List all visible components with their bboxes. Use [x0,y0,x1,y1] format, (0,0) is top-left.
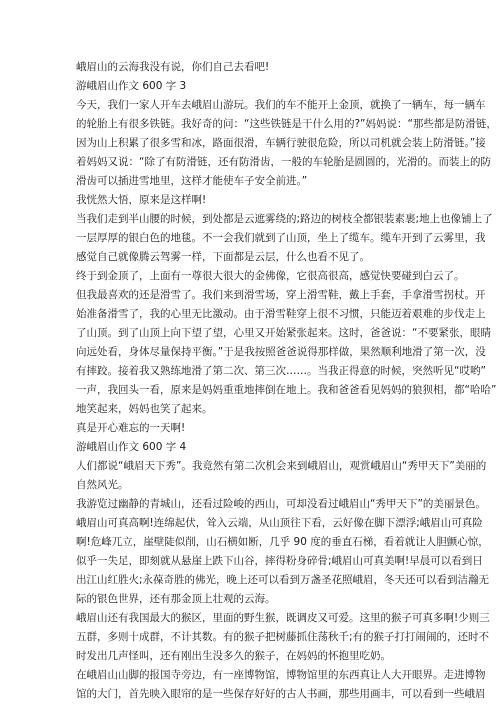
text-line: 真是开心难忘的一天啊! [76,422,186,434]
text-line: 一声，我回头一看，原来是妈妈重重地摔倒在地上。我和爸爸看见妈妈的狼狈相，都“哈哈” [76,384,497,396]
text-line: 在峨眉山山脚的报国寺旁边，有一座博物馆，博物馆里的东西真让人大开眼界。走进博物 [76,669,486,681]
text-line: 着妈妈又说：“除了有防滑链，还有防滑齿，一般的车轮胎是圆圆的，光滑的。而装上的防 [76,156,491,168]
text-line: 向远处看，身体尽量保持平衡。”于是我按照爸爸说得那样做，果然顺利地滑了第一次，没 [76,346,486,358]
text-line: 感觉自己就像腾云驾雾一样，下面都是云层，什么也看不见了。 [76,251,370,263]
text-line: 馆的大门，首先映入眼帘的是一些保存好好的古人书画，那些用画丰，可以看到一些峨眉 [76,688,486,700]
text-line: 人们都说“峨眉天下秀”。我竟然有第二次机会来到峨眉山，观赏峨眉山“秀甲天下”美丽的 [76,460,487,472]
text-line: 始准备滑雪了，我的心里无比激动。由于滑雪鞋穿上很不习惯，只能迈着艰难的步伐走上 [76,308,486,320]
text-line: 的轮胎上有很多铁链。我好奇的问：“这些铁链是干什么用的?”妈妈说：“那些都是防滑链， [76,118,497,130]
text-line: 似乎一失足，即刻就从悬崖上跌下山谷，摔得粉身碎骨;峨眉山可真美啊!早晨可以看到日 [76,555,483,567]
text-line: 但我最喜欢的还是滑雪了。我们来到滑雪场，穿上滑雪鞋，戴上手套，手拿滑雪拐杖。开 [76,289,486,301]
text-line: 五群，多则十成群，不计其数。有的猴子把树藤抓住荡秋千;有的猴子打打闹闹的，还时不 [76,631,490,643]
text-line: 因为山上积累了很多雪和冰，路面很滑，车辆行驶很危险，所以司机就会装上防滑链。”接 [76,137,486,149]
text-line: 终于到金顶了，上面有一尊很大很大的金佛像，它很高很高，感觉快要碰到白云了。 [76,270,465,282]
text-line: 时发出几声怪叫，还有刚出生没多久的猴子，在妈妈的怀抱里吃奶。 [76,650,391,662]
text-line: 啊!危峰兀立，崖壁陡似削，山石横如断，几乎 90 度的垂直石梯，看着就让人胆颤心惊， [76,536,489,548]
text-line: 了山顶。到了山顶上向下望了望，心里又开始紧张起来。这时，爸爸说：“不要紧张，眼睛 [76,327,491,339]
text-line: 滑齿可以插进雪地里，这样才能使车子安全前进。” [76,175,308,187]
text-line: 一层厚厚的银白色的地毯。不一会我们就到了山顶，坐上了缆车。缆车开到了云雾里，我 [76,232,486,244]
text-line: 地笑起来，妈妈也笑了起来。 [76,403,213,415]
text-line: 际的银色世界，还有那金顶上壮观的云海。 [76,593,276,605]
text-line: 出江山红胜火;永葆奇胜的佛光，晚上还可以看到万盏圣花照峨眉，冬天还可以看到洁瀚无 [76,574,490,586]
text-line: 当我们走到半山腰的时候，到处都是云遮雾绕的;路边的树枝全都银装素裹;地上也像铺上了 [76,213,493,225]
text-line: 自然风光。 [76,479,129,491]
text-line: 峨眉山还有我国最大的猴区，里面的野生猴，既调皮又可爱。这里的猴子可真多啊!少则三 [76,612,490,624]
text-line: 我游览过幽静的青城山，还看过险峻的西山，可却没看过峨眉山“秀甲天下”的美丽景色。 [76,498,486,510]
section-heading: 游峨眉山作文 600 字 4 [76,441,187,453]
text-line: 今天，我们一家人开车去峨眉山游玩。我们的车不能开上金顶，就换了一辆车，每一辆车 [76,99,486,111]
text-line: 峨眉山可真高啊!连绵起伏，耸入云端，从山顶往下看，云好像在脚下漂浮;峨眉山可真险 [76,517,483,529]
text-line: 我恍然大悟，原来是这样啊! [76,194,207,206]
section-heading: 游峨眉山作文 600 字 3 [76,80,187,92]
text-line: 峨眉山的云海我没有说，你们自己去看吧! [76,61,270,73]
text-line: 有摔跤。接着我又熟练地滑了第二次、第三次……。当我正得意的时候，突然听见“哎哟” [76,365,486,377]
